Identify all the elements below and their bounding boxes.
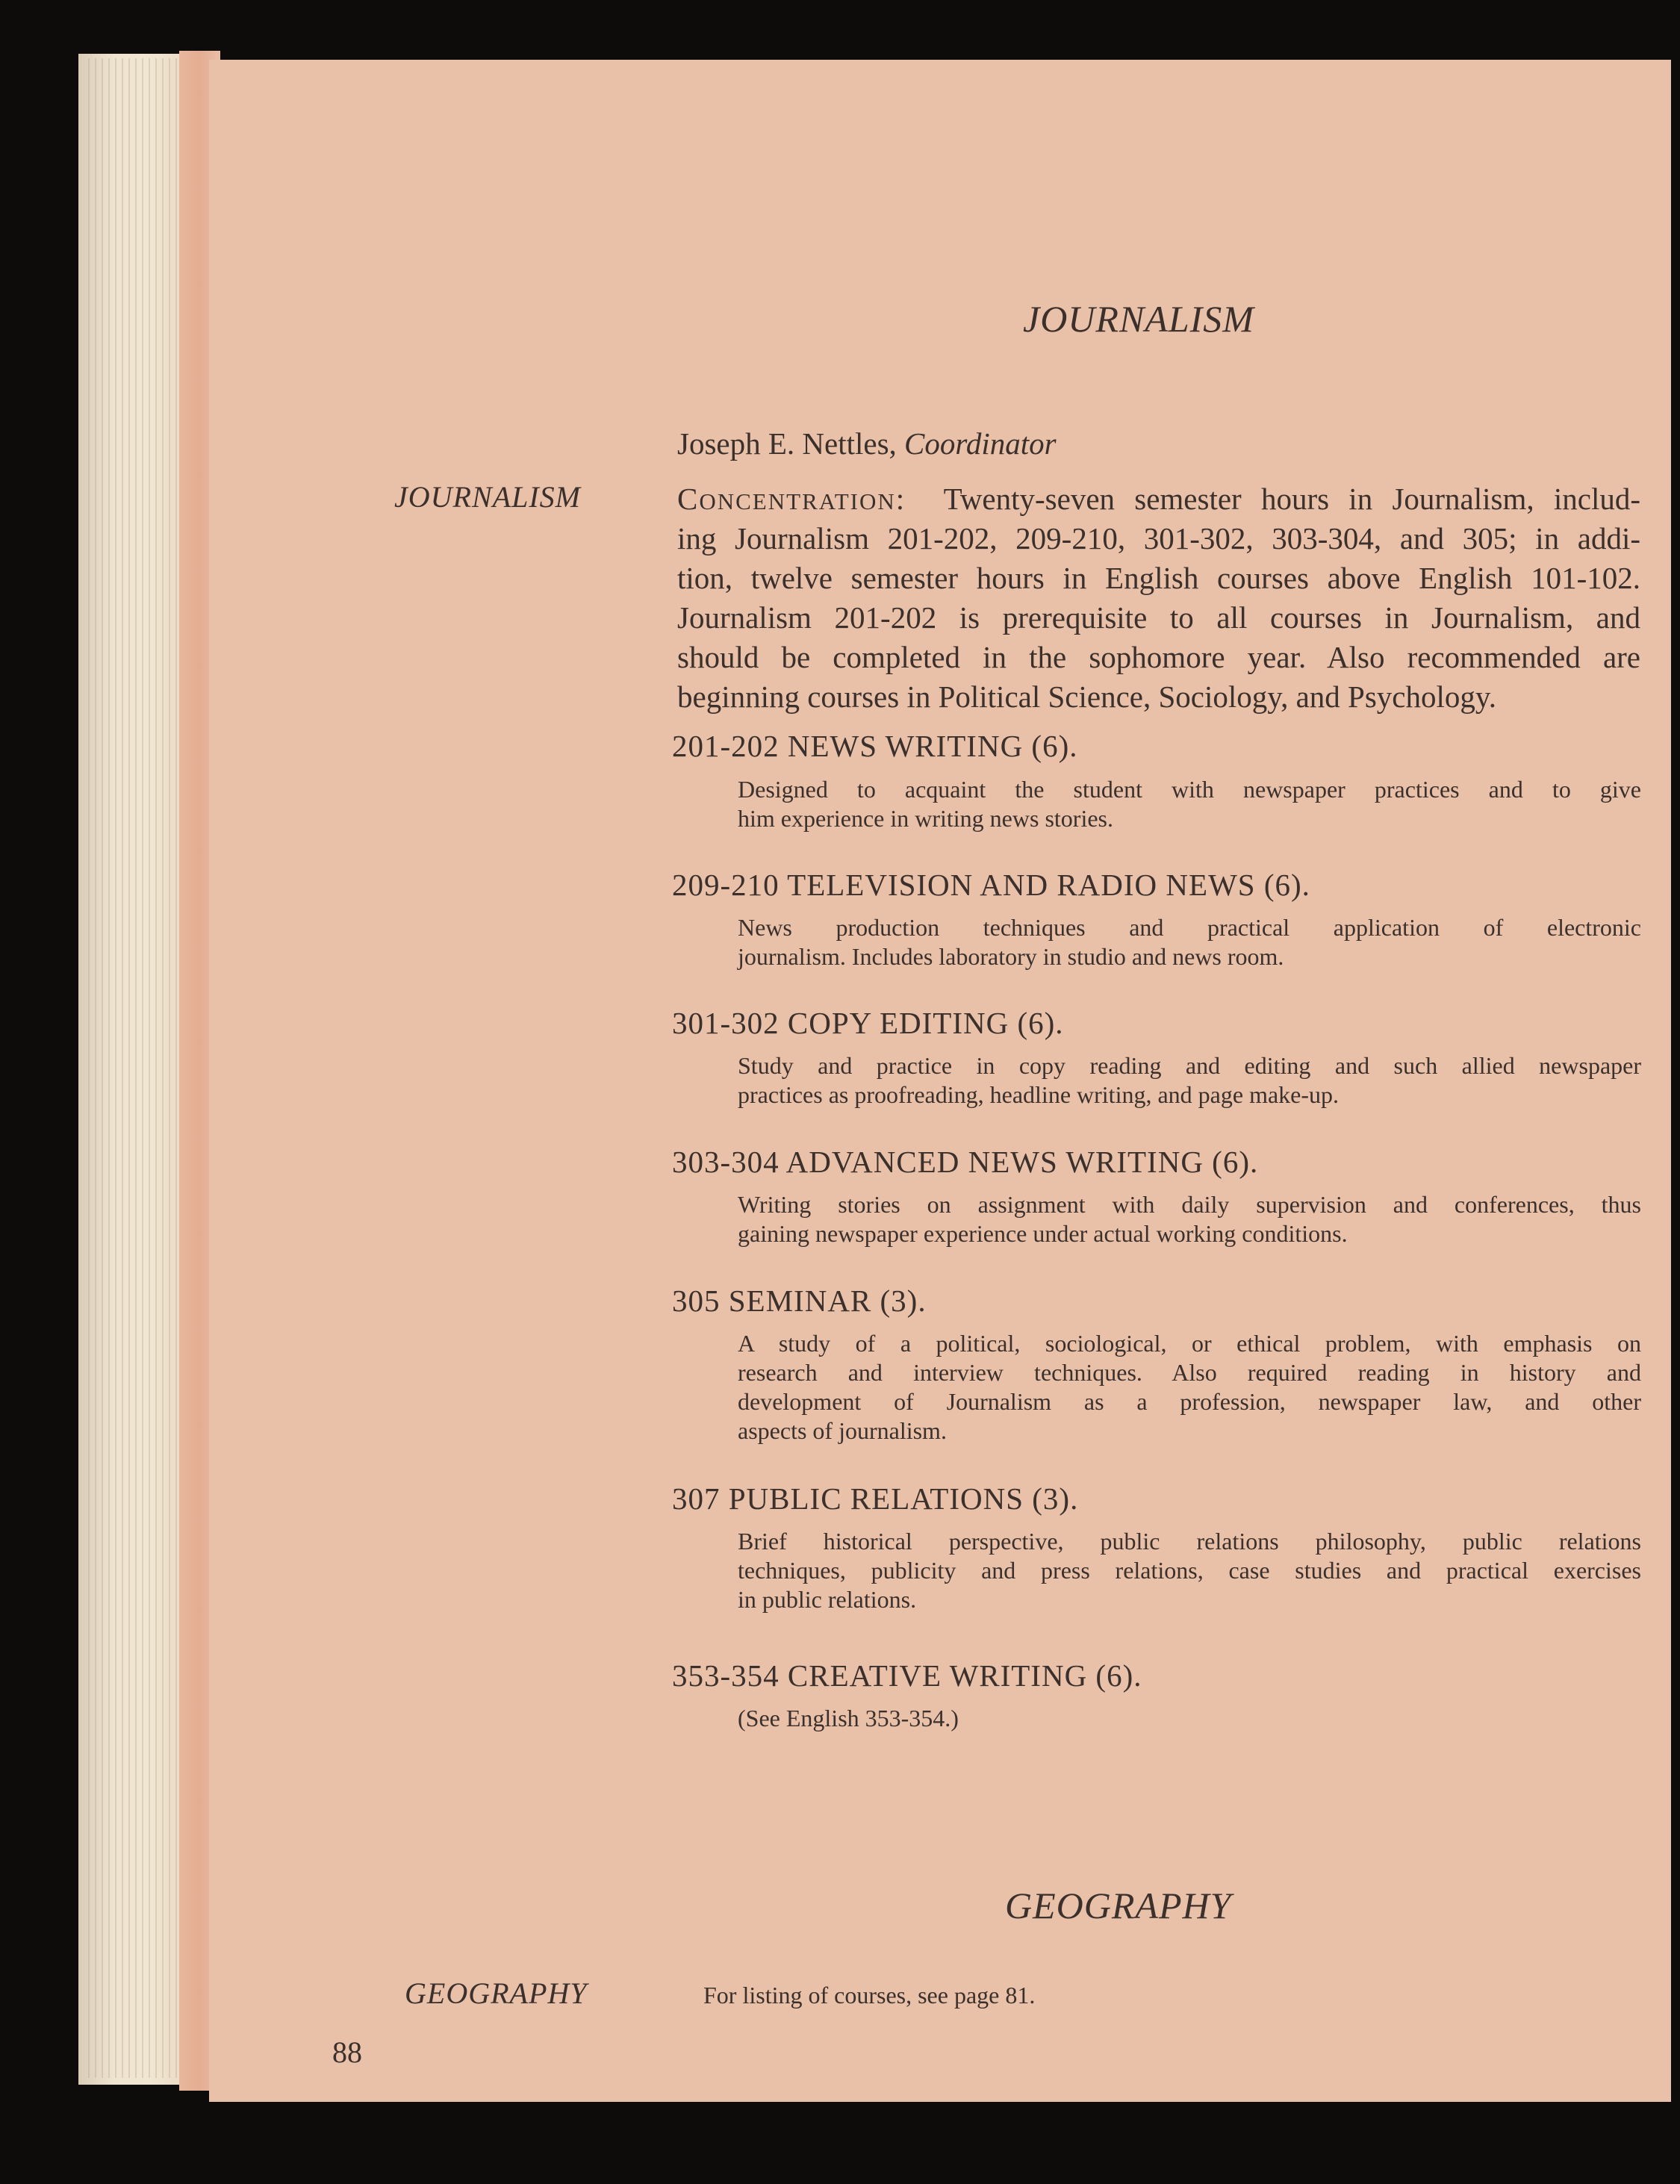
course-title: 301-302 COPY EDITING (6). (672, 1006, 1064, 1040)
course-description (738, 1051, 1641, 1110)
course-title: 305 SEMINAR (3). (672, 1284, 927, 1318)
concentration-label: ONCENTRATION (699, 488, 896, 514)
course-description-line: Writing stories on assignment with daily supervision and conferences, thus (738, 1191, 1641, 1218)
course-description-line: journalism. Includes laboratory in studio and news room. (738, 943, 1284, 970)
course-description-line: him experience in writing news stories. (738, 805, 1113, 832)
course-description (738, 913, 1641, 971)
course-description-line: techniques, publicity and press relations, case studies and practical exercises (738, 1557, 1641, 1584)
section-heading-geography: GEOGRAPHY (1005, 1885, 1232, 1926)
course-description-line: Study and practice in copy reading and editing and such allied newspaper (738, 1052, 1641, 1079)
concentration-text: Twenty-seven semester hours in Journalism, includ- (943, 482, 1640, 516)
book-page (209, 60, 1671, 2102)
concentration-line: should be completed in the sophomore year. Also recommended are (677, 640, 1640, 674)
coordinator-name: Joseph E. Nettles, (677, 426, 905, 461)
concentration-label-initial: C (677, 482, 700, 516)
course-description (738, 1190, 1641, 1248)
page-number: 88 (332, 2035, 362, 2069)
course-description (738, 1527, 1641, 1614)
course-title: 201-202 NEWS WRITING (6). (672, 729, 1078, 763)
course-description (738, 775, 1641, 833)
course-description-line: development of Journalism as a profession, newspaper law, and other (738, 1388, 1641, 1415)
side-label-geography: GEOGRAPHY (405, 1976, 588, 2010)
course-description-line: News production techniques and practical application of electronic (738, 914, 1641, 941)
course-description-line: practices as proofreading, headline writing, and page make-up. (738, 1081, 1340, 1108)
coordinator-line (677, 424, 1057, 464)
course-description-line: Designed to acquaint the student with newspaper practices and to give (738, 776, 1641, 803)
side-label-journalism: JOURNALISM (394, 480, 581, 514)
concentration-line: Journalism 201-202 is prerequisite to all courses in Journalism, and (677, 600, 1640, 635)
course-description-line: research and interview techniques. Also required reading in history and (738, 1359, 1641, 1386)
course-title: 303-304 ADVANCED NEWS WRITING (6). (672, 1145, 1259, 1179)
section-heading-journalism: JOURNALISM (1023, 298, 1254, 340)
course-title: 209-210 TELEVISION AND RADIO NEWS (6). (672, 868, 1310, 902)
concentration-line-1 (677, 479, 1640, 519)
course-description-line: Brief historical perspective, public relations philosophy, public relations (738, 1528, 1641, 1555)
course-description-line: aspects of journalism. (738, 1417, 947, 1444)
geography-note: For listing of courses, see page 81. (703, 1982, 1036, 2009)
course-description-line: A study of a political, sociological, or ethical problem, with emphasis on (738, 1330, 1641, 1357)
concentration-line: ing Journalism 201-202, 209-210, 301-302, 303-304, and 305; in addi- (677, 521, 1640, 556)
course-description (738, 1704, 1641, 1733)
course-description-line: gaining newspaper experience under actual working conditions. (738, 1220, 1348, 1247)
coordinator-title: Coordinator (904, 426, 1057, 461)
concentration-label-colon: : (895, 482, 905, 516)
concentration-line: beginning courses in Political Science, Sociology, and Psychology. (677, 679, 1496, 714)
course-description-line: (See English 353-354.) (738, 1705, 959, 1732)
concentration-line: tion, twelve semester hours in English courses above English 101-102. (677, 561, 1640, 595)
course-description-line: in public relations. (738, 1586, 917, 1613)
course-description (738, 1329, 1641, 1446)
concentration-paragraph (677, 479, 1640, 717)
course-title: 353-354 CREATIVE WRITING (6). (672, 1658, 1142, 1693)
course-title: 307 PUBLIC RELATIONS (3). (672, 1481, 1079, 1516)
page-stack-lines (88, 58, 185, 2078)
